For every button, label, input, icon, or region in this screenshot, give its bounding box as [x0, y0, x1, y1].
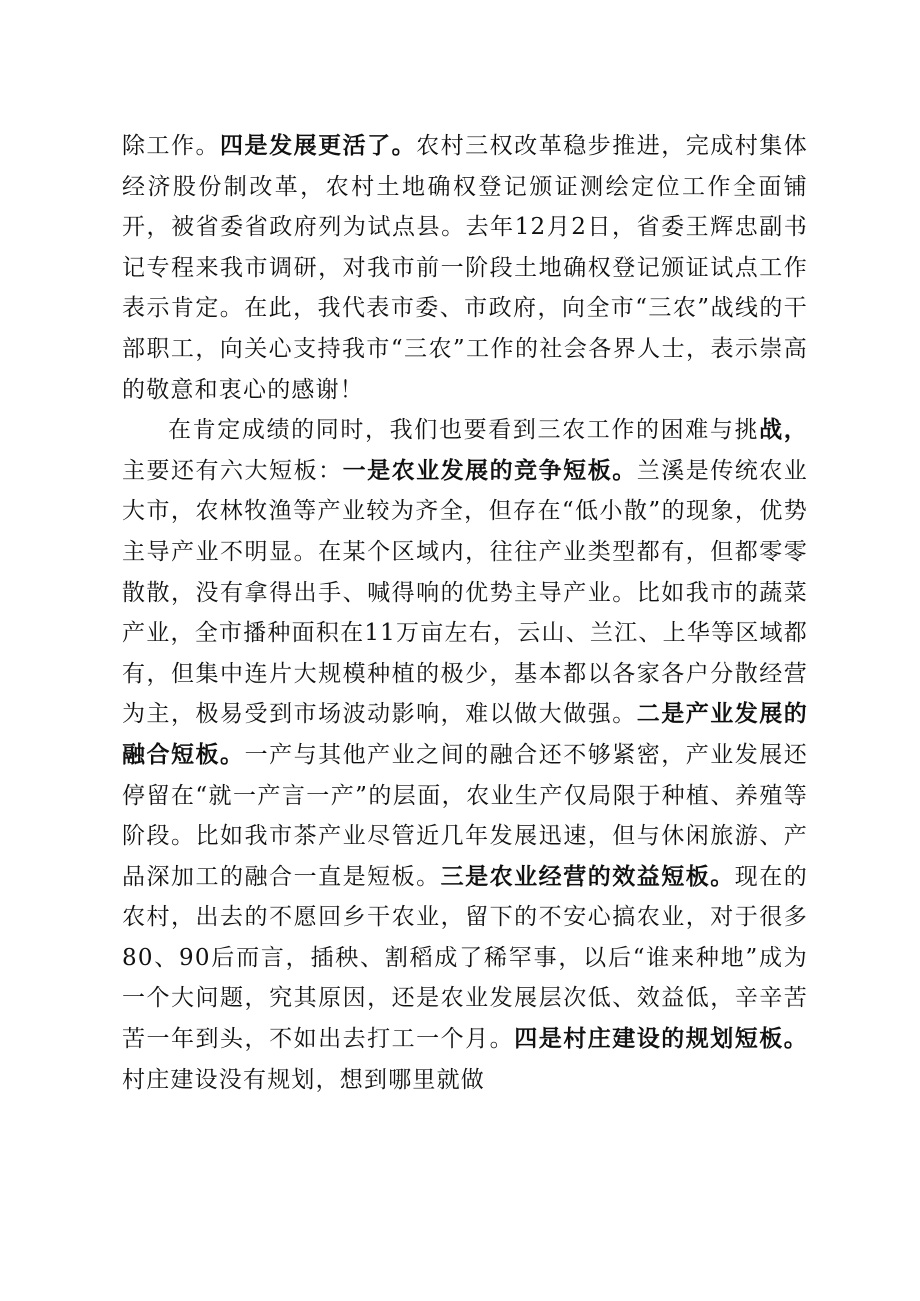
paragraph-1-heading-point-4: 四是发展更活了。	[220, 132, 417, 159]
shortcoming-3-heading: 三是农业经营的效益短板。	[440, 862, 735, 890]
paragraph-2-text-3: 一产与其他产业之间的融合还不够紧密，产业发展还停留在“就一产言一产”的层面，农业生产仅局限于种植、养殖等阶段。比如我市茶产业尽管近几年发展迅速，但与休闲旅游、产品深加工的融合一直是短板。	[122, 741, 808, 890]
shortcoming-4-heading: 四是村庄建设的规划短板。	[514, 1025, 809, 1053]
document-body	[122, 126, 808, 1100]
paragraph-2-bold-char: 战，	[759, 416, 808, 444]
shortcoming-1-heading: 一是农业发展的竞争短板。	[342, 456, 637, 484]
paragraph-1-text-1: 除工作。	[122, 133, 221, 159]
paragraph-1	[122, 126, 808, 410]
paragraph-2-text-2: 兰溪是传统农业大市，农林牧渔等产业较为齐全，但存在“低小散”的现象，优势主导产业不明显。在某个区域内，往往产业类型都有，但都零零散散，没有拿得出手、喊得响的优势主导产业。比如我市的蔬菜产业，全市播种面积在11万亩左右，云山、兰江、上华等区域都有，但集中连片大规模种植的极少，基本都以各家各户分散经营为主，极易受到市场波动影响，难以做大做强。	[122, 457, 808, 728]
shortcoming-2-heading: 二是产业发展的融合短板。	[122, 700, 808, 768]
paragraph-2-text-1: 在肯定成绩的同时，我们也要看到三农工作的困难与挑	[168, 417, 760, 444]
paragraph-2	[122, 410, 808, 1100]
paragraph-2-text-4: 现在的农村，出去的不愿回乡干农业，留下的不安心搞农业，对于很多80、90后而言，插秧、割稻成了稀罕事，以后“谁来种地”成为一个大问题，究其原因，还是农业发展层次低、效益低，辛辛苦苦一年到头，不如出去打工一个月。	[122, 863, 808, 1053]
paragraph-2-text-5: 村庄建设没有规划，想到哪里就做	[122, 1066, 485, 1093]
paragraph-1-text-2: 农村三权改革稳步推进，完成村集体经济股份制改革，农村土地确权登记颁证测绘定位工作全面铺开，被省委省政府列为试点县。去年12月2日，省委王辉忠副书记专程来我市调研，对我市前一阶段土地确权登记颁证试点工作表示肯定。在此，我代表市委、市政府，向全市“三农”战线的干部职工，向关心支持我市“三农”工作的社会各界人士，表示崇高的敬意和衷心的感谢！	[122, 133, 808, 403]
paragraph-2-text-1b: 主要还有六大短板：	[122, 457, 343, 484]
